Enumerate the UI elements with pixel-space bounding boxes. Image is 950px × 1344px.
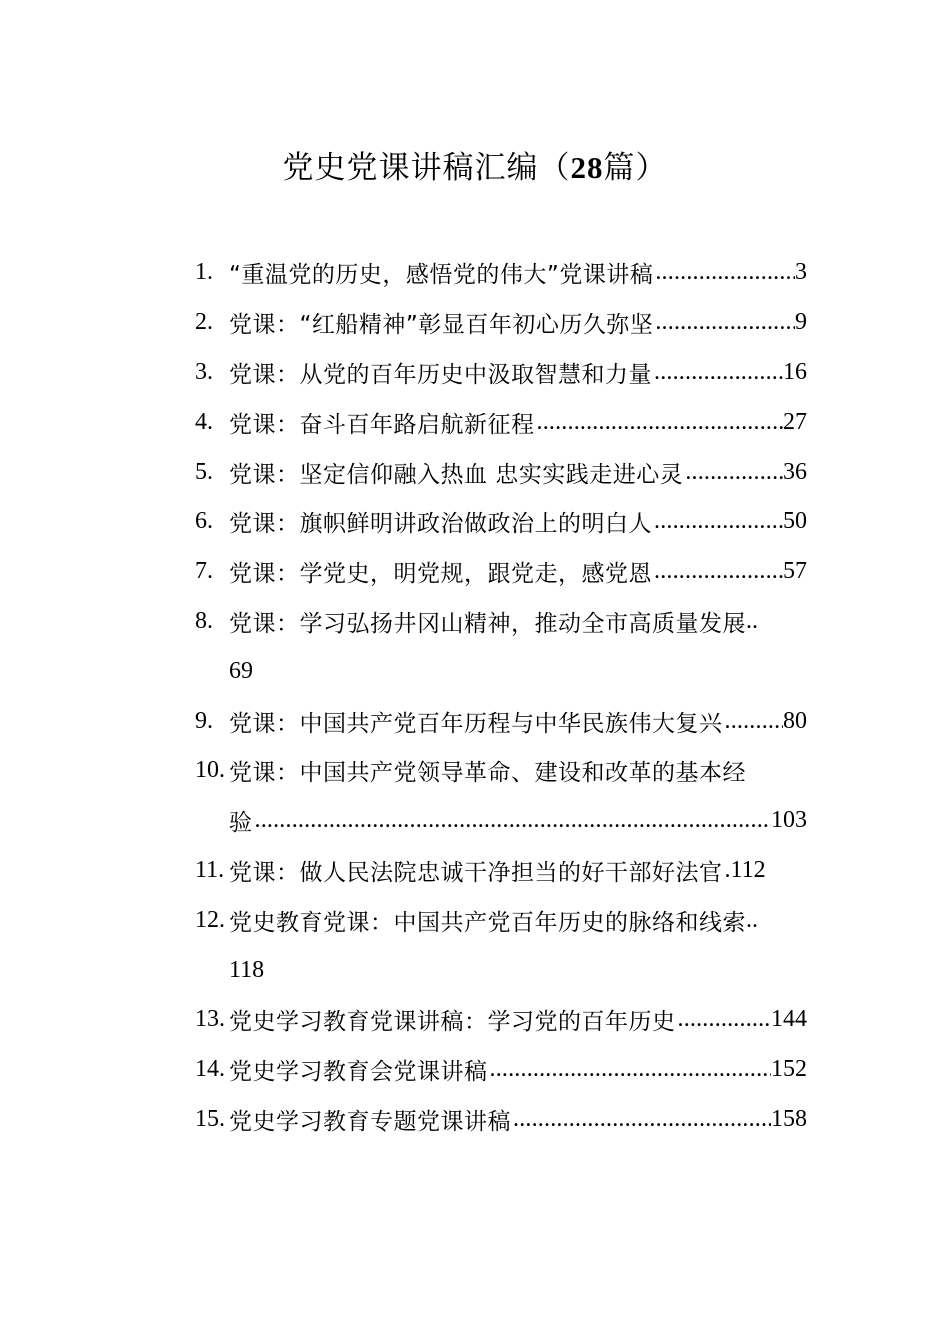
title-suffix: 篇） [603, 150, 668, 186]
toc-entry-number: 11. [195, 856, 225, 883]
toc-entry-1[interactable] [195, 248, 807, 298]
toc-entry-page: 80 [783, 707, 807, 734]
toc-entry-page: 3 [795, 259, 807, 286]
toc-entry-8-continuation[interactable] [195, 646, 807, 696]
toc-entry-number: 8. [195, 607, 213, 634]
toc-dot-leader [723, 857, 731, 884]
toc-entry-2[interactable] [195, 298, 807, 348]
toc-entry-14[interactable] [195, 1045, 807, 1095]
toc-entry-number: 2. [195, 309, 213, 336]
toc-dot-leader [652, 508, 783, 535]
document-title [0, 140, 950, 196]
toc-entry-title: 党课：旗帜鲜明讲政治做政治上的明白人 [229, 511, 652, 538]
toc-entry-title: 党课：中国共产党百年历程与中华民族伟大复兴 [229, 710, 723, 737]
toc-entry-page: 152 [771, 1056, 807, 1083]
toc-entry-page: 57 [783, 558, 807, 585]
toc-entry-page: 112 [730, 856, 766, 883]
toc-entry-page: 69 [229, 657, 253, 684]
toc-entry-12-continuation[interactable] [195, 945, 807, 995]
toc-entry-number: 1. [195, 259, 213, 286]
toc-entry-number: 9. [195, 707, 213, 734]
toc-entry-page: 9 [795, 309, 807, 336]
toc-entry-9[interactable] [195, 696, 807, 746]
toc-dot-leader [652, 359, 783, 386]
toc-dot-leader [535, 409, 784, 436]
toc-dot-leader [723, 708, 784, 735]
toc-entry-title: 党课：中国共产党领导革命、建设和改革的基本经 [229, 760, 746, 787]
toc-entry-title: 党史学习教育党课讲稿：学习党的百年历史 [229, 1009, 676, 1036]
toc-entry-title: 党课：做人民法院忠诚干净担当的好干部好法官 [229, 859, 723, 886]
toc-entry-title: 党课：学习弘扬井冈山精神，推动全市高质量发展 [229, 610, 746, 637]
toc-entry-number: 12. [195, 906, 225, 933]
toc-entry-number: 7. [195, 558, 213, 585]
title-main: 党史党课讲稿汇编（ [282, 150, 571, 186]
toc-entry-title: 党史学习教育会党课讲稿 [229, 1059, 488, 1086]
toc-entry-title: 党课：学党史，明党规，跟党走，感党恩 [229, 561, 652, 588]
toc-entry-5[interactable] [195, 447, 807, 497]
title-count: 28 [570, 150, 604, 185]
toc-entry-number: 4. [195, 408, 213, 435]
toc-trailing-dots: .. [746, 906, 758, 933]
toc-entry-title: 党史教育党课：中国共产党百年历史的脉络和线索 [229, 909, 746, 936]
toc-entry-11[interactable] [195, 846, 807, 896]
toc-entry-title: 党课：奋斗百年路启航新征程 [229, 411, 535, 438]
toc-entry-number: 15. [195, 1105, 225, 1132]
toc-entry-title: 党课：“红船精神”彰显百年初心历久弥坚 [229, 312, 654, 339]
toc-dot-leader [652, 558, 783, 585]
toc-entry-page: 158 [771, 1105, 807, 1132]
toc-entry-page: 103 [771, 807, 807, 834]
toc-entry-number: 13. [195, 1006, 225, 1033]
toc-entry-title: 党课：坚定信仰融入热血 忠实实践走进心灵 [229, 461, 684, 488]
toc-entry-number: 6. [195, 508, 213, 535]
toc-entry-number: 14. [195, 1056, 225, 1083]
toc-entry-title: 党史学习教育专题党课讲稿 [229, 1108, 511, 1135]
toc-entry-page: 144 [771, 1006, 807, 1033]
toc-entry-page: 118 [229, 956, 265, 983]
toc-dot-leader [511, 1106, 771, 1133]
toc-dot-leader [488, 1056, 772, 1083]
toc-entry-10-continuation[interactable] [195, 796, 807, 846]
toc-entry-number: 5. [195, 458, 213, 485]
toc-entry-page: 50 [783, 508, 807, 535]
toc-dot-leader [683, 459, 783, 486]
toc-entry-4[interactable] [195, 397, 807, 447]
toc-dot-leader [676, 1006, 772, 1033]
toc-dot-leader [653, 259, 795, 286]
toc-entry-title: 党课：从党的百年历史中汲取智慧和力量 [229, 361, 652, 388]
toc-entry-page: 36 [783, 458, 807, 485]
toc-entry-title: “重温党的历史，感悟党的伟大”党课讲稿 [229, 262, 654, 289]
toc-entry-6[interactable] [195, 497, 807, 547]
toc-trailing-dots: .. [746, 607, 758, 634]
toc-entry-12[interactable] [195, 895, 807, 945]
toc-entry-8[interactable] [195, 597, 807, 647]
toc-entry-13[interactable] [195, 995, 807, 1045]
toc-entry-page: 16 [783, 358, 807, 385]
toc-entry-title-continuation: 验 [229, 810, 253, 837]
table-of-contents [195, 248, 807, 1144]
toc-entry-15[interactable] [195, 1095, 807, 1145]
toc-entry-page: 27 [783, 408, 807, 435]
toc-entry-7[interactable] [195, 547, 807, 597]
toc-dot-leader [253, 807, 772, 834]
toc-entry-10[interactable] [195, 746, 807, 796]
toc-entry-number: 10. [195, 757, 225, 784]
toc-dot-leader [653, 309, 795, 336]
toc-entry-3[interactable] [195, 348, 807, 398]
toc-entry-number: 3. [195, 358, 213, 385]
